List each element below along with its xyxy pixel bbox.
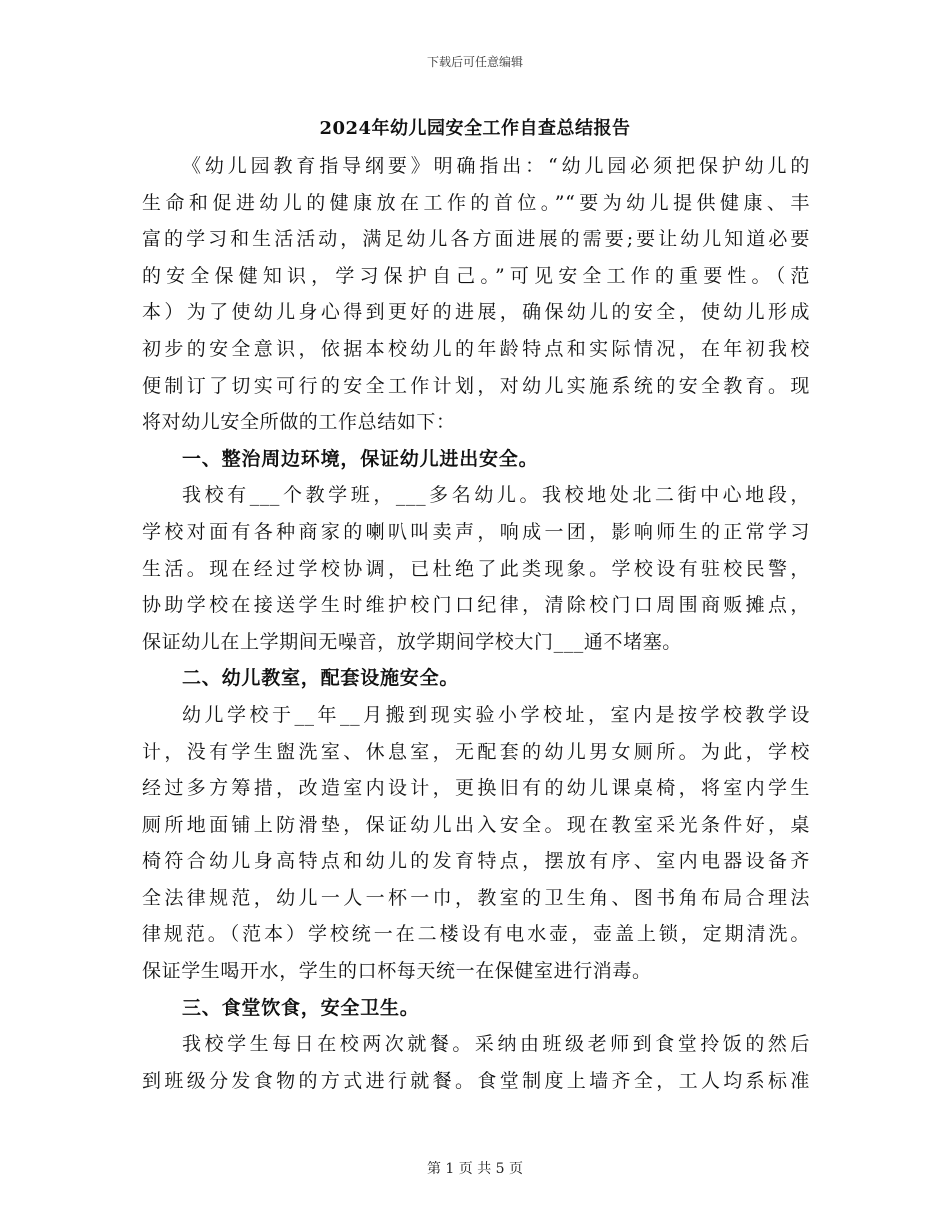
- page-footer: 第 1 页 共 5 页: [426, 1161, 524, 1177]
- section-heading: 一、整治周边环境，保证幼儿进出安全。: [182, 447, 539, 470]
- text-line: 生活。现在经过学校协调，已杜绝了此类现象。学校设有驻校民警，: [142, 557, 810, 580]
- text-line: 生命和促进幼儿的健康放在工作的首位。”“要为幼儿提供健康、丰: [142, 191, 810, 214]
- text-line: 学校对面有各种商家的喇叭叫卖声，响成一团，影响师生的正常学习: [142, 520, 810, 543]
- text-line: 经过多方筹措，改造室内设计，更换旧有的幼儿课桌椅，将室内学生: [142, 777, 810, 800]
- document-body: [142, 148, 810, 1099]
- text-line: 全法律规范，幼儿一人一杯一巾，教室的卫生角、图书角布局合理法: [142, 886, 810, 909]
- text-line: 我校学生每日在校两次就餐。采纳由班级老师到食堂拎饭的然后: [182, 1033, 810, 1056]
- text-line: 《幼儿园教育指导纲要》明确指出：“幼儿园必须把保护幼儿的: [182, 155, 810, 177]
- header-note: 下载后可任意编辑: [426, 55, 523, 69]
- text-line: 计，没有学生盥洗室、休息室，无配套的幼儿男女厕所。为此，学校: [142, 740, 810, 763]
- text-line: 厕所地面铺上防滑垫，保证幼儿出入安全。现在教室采光条件好，桌: [142, 813, 810, 836]
- section-heading: 三、食堂饮食，安全卫生。: [182, 996, 420, 1019]
- text-line: 便制订了切实可行的安全工作计划，对幼儿实施系统的安全教育。现: [142, 374, 810, 397]
- text-line: 保证幼儿在上学期间无噪音，放学期间学校大门___通不堵塞。: [142, 630, 682, 653]
- text-line: 的安全保健知识，学习保护自己。”可见安全工作的重要性。（范: [142, 264, 810, 287]
- text-line: 我校有___个教学班，___多名幼儿。我校地处北二街中心地段，: [182, 484, 810, 507]
- text-line: 初步的安全意识，依据本校幼儿的年龄特点和实际情况，在年初我校: [142, 337, 810, 360]
- section-heading: 二、幼儿教室，配套设施安全。: [182, 667, 460, 690]
- text-line: 保证学生喝开水，学生的口杯每天统一在保健室进行消毒。: [142, 960, 652, 983]
- text-line: 律规范。（范本）学校统一在二楼设有电水壶，壶盖上锁，定期清洗。: [142, 923, 810, 946]
- text-line: 富的学习和生活活动，满足幼儿各方面进展的需要;要让幼儿知道必要: [142, 228, 810, 251]
- text-line: 将对幼儿安全所做的工作总结如下：: [142, 411, 456, 434]
- text-line: 椅符合幼儿身高特点和幼儿的发育特点，摆放有序、室内电器设备齐: [142, 850, 810, 873]
- text-line: 协助学校在接送学生时维护校门口纪律，清除校门口周围商贩摊点，: [142, 594, 810, 617]
- text-line: 幼儿学校于__年__月搬到现实验小学校址，室内是按学校教学设: [182, 703, 810, 726]
- text-line: 到班级分发食物的方式进行就餐。食堂制度上墙齐全，工人均系标准: [142, 1069, 810, 1092]
- document-title: 2024年幼儿园安全工作自查总结报告: [319, 118, 631, 139]
- text-line: 本）为了使幼儿身心得到更好的进展，确保幼儿的安全，使幼儿形成: [142, 301, 810, 324]
